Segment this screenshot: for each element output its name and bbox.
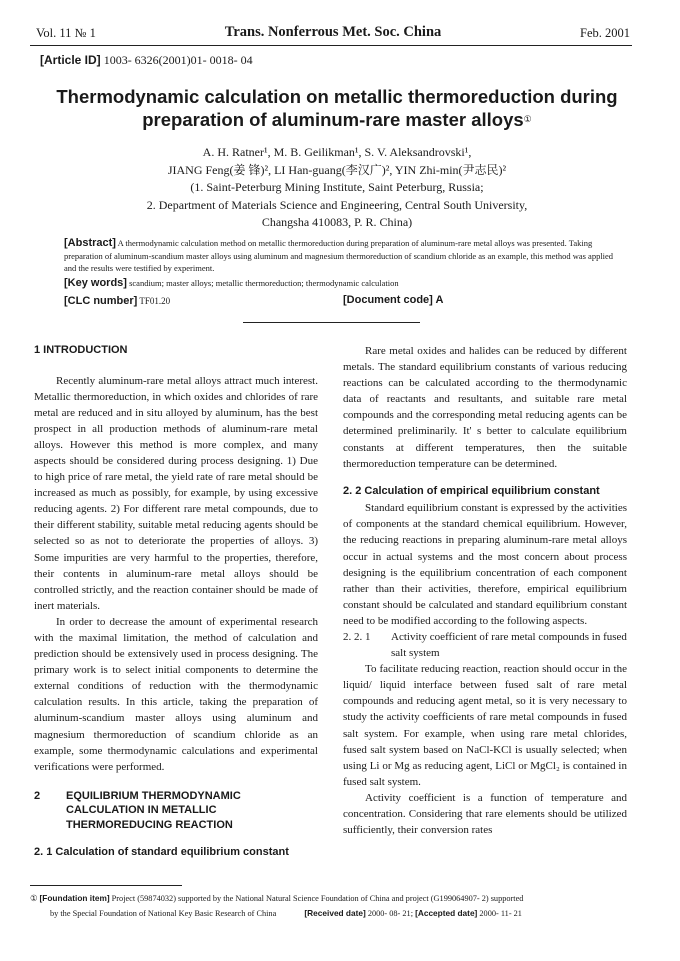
paper-title: [40, 85, 634, 131]
journal-name: Trans. Nonferrous Met. Soc. China: [224, 24, 442, 40]
abstract-label: [Abstract]: [64, 237, 116, 249]
title-footnote-mark: ①: [523, 114, 532, 124]
footnote: [30, 891, 634, 921]
clc-value: TF01.20: [139, 296, 171, 306]
clc-number: [64, 295, 170, 307]
title-line-1: Thermodynamic calculation on metallic thermoreduction during: [56, 86, 618, 107]
authors-line-2: JIANG Feng(姜 锋)², LI Han-guang(李汉广)², YIN Zhi-min(尹志民)²: [167, 162, 507, 177]
article-id-label: [Article ID]: [40, 53, 101, 67]
abstract-text: A thermodynamic calculation method on metallic thermoreduction during preparation of aluminum-rare metal alloys was presented. Taking preparation of aluminum-scandium master alloys using aluminum and magnesium thermoreduction of scandium chloride as an example, this method was applied and the results were testified by experiment.: [64, 238, 614, 273]
keywords-label: [Key words]: [64, 277, 127, 289]
footnote-line-2: [30, 906, 634, 921]
accepted-date-label: [Accepted date]: [415, 908, 478, 918]
abstract: [64, 237, 614, 275]
section-2-number: 2: [34, 789, 41, 802]
header-rule: [30, 45, 632, 46]
doc-code-label: [Document code]: [343, 294, 433, 306]
foundation-item-label: [Foundation item]: [39, 893, 110, 903]
section-2-2-1-number: 2. 2. 1: [343, 631, 371, 643]
title-line-2: preparation of aluminum-rare master alloys: [142, 109, 524, 130]
volume-issue: Vol. 11 № 1: [36, 26, 96, 40]
right-paragraph-1: Rare metal oxides and halides can be reduced by different metals. The standard equilibrium constants of various reducing reactions can be calculated according to the thermodynamic data of reactants and resultants, and suitable rare metal compounds and the corresponding metal reducing agents can be determined preliminarily. It' s better to calculate equilibrium constants at different temperatures, then the suitable thermoreduction temperature can be determined.: [343, 345, 627, 470]
footnote-line-1: [30, 891, 634, 906]
document-code: [343, 294, 443, 306]
footnote-rule: [30, 885, 182, 886]
section-2-heading: [34, 789, 318, 833]
right-column: [343, 343, 627, 838]
affiliation-1: (1. Saint-Peterburg Mining Institute, Saint Peterburg, Russia;: [190, 180, 484, 194]
section-2-title: EQUILIBRIUM THERMODYNAMIC CALCULATION IN METALLIC THERMOREDUCING REACTION: [66, 789, 241, 831]
running-header: [36, 24, 630, 44]
issue-date: Feb. 2001: [580, 26, 630, 40]
article-id: [40, 53, 253, 68]
abstract-separator: [243, 322, 420, 323]
section-1-heading: 1 INTRODUCTION: [34, 344, 128, 356]
right-paragraph-3: To facilitate reducing reaction, reaction should occur in the liquid/ liquid interface between fused salt of rare metal compounds and reducing agent metal, so it is very necessary to study the activity coefficients of rare metal compounds in fused salt system. For example, when using rare metal chlorides, fused salt system based on NaCl-KCl is usually selected; when using Li or Mg as reducing agent, LiCl or MgCl₂ is contained in fused salt system.: [343, 663, 627, 788]
keywords-text: scandium; master alloys; metallic thermoreduction; thermodynamic calculation: [129, 278, 399, 288]
section-2-1-heading: 2. 1 Calculation of standard equilibrium constant: [34, 846, 289, 859]
received-date-label: [Received date]: [304, 908, 366, 918]
foundation-item-text-2: by the Special Foundation of National Key Basic Research of China: [50, 909, 277, 918]
right-paragraph-2: Standard equilibrium constant is expressed by the activities of components at the standard chemical equilibrium. However, the reducing reactions in preparing aluminum-rare metal alloys occur in actual systems and the most concern about process designing is the equilibrium concentration of each component rather than their activities, therefore, empirical equilibrium constant should be calculated and standard equilibrium constant need to be modified according to the following aspects.: [343, 502, 627, 627]
affiliation-3: Changsha 410083, P. R. China): [261, 215, 413, 229]
right-paragraph-4: Activity coefficient is a function of temperature and concentration. Considering that rare elements should be utilized sufficiently, their conversion rates: [343, 791, 627, 837]
received-date: 2000- 08- 21;: [367, 909, 413, 918]
doc-code-value: A: [435, 294, 444, 306]
accepted-date: 2000- 11- 21: [479, 909, 522, 918]
intro-paragraph-2: In order to decrease the amount of experimental research with the maximal limitation, the method of calculation and prediction should be extensively used in process designing. The primary work is to select initial components to determine the external conditions of reduction with the thermodynamic calculation results. In this article, taking the preparation of aluminum-scandium master alloys using aluminum and magnesium thermoreduction of scandium chloride as an example, some thermodynamic calculations and experimental verifications were performed.: [34, 615, 318, 773]
left-column: [34, 343, 318, 860]
section-2-2-heading: 2. 2 Calculation of empirical equilibrium constant: [343, 484, 600, 497]
authors-block: [40, 144, 634, 232]
intro-paragraph-1: Recently aluminum-rare metal alloys attract much interest. Metallic thermoreduction, in which oxides and chlorides of rare metal are reduced and in situ alloyed by aluminum, has the best prospect in all production methods of aluminum-rare metal alloys. However this method is more complex, and many aspects should be considered during process designing. 1) Due to high price of rare metal, the yield rate of rare metal should be increased as much as possibly, for example, by using excessive reducing agents. 2) For different rare metal compounds, due to their different stability, suitable metal reducing agents should be selected so as not to deteriorate the properties of alloys. 3) Some impurities are very harmful to the properties, therefore, their contents in aluminum-rare metal alloys should be controlled strictly, and the reaction container should be made of inert materials.: [34, 374, 318, 612]
foundation-item-text: Project (59874032) supported by the National Natural Science Foundation of China and project (G199064907- 2) supported: [111, 894, 524, 903]
affiliation-2: 2. Department of Materials Science and Engineering, Central South University,: [146, 197, 528, 212]
clc-label: [CLC number]: [64, 295, 138, 307]
article-id-value: 1003- 6326(2001)01- 0018- 04: [103, 53, 253, 67]
section-2-2-1-heading: [343, 629, 627, 661]
authors-line-1: A. H. Ratner¹, M. B. Geilikman¹, S. V. Aleksandrovski¹,: [202, 145, 472, 159]
section-2-2-1-title: Activity coefficient of rare metal compounds in fused salt system: [391, 631, 627, 660]
footnote-mark: ①: [30, 894, 38, 903]
keywords: [64, 277, 614, 289]
